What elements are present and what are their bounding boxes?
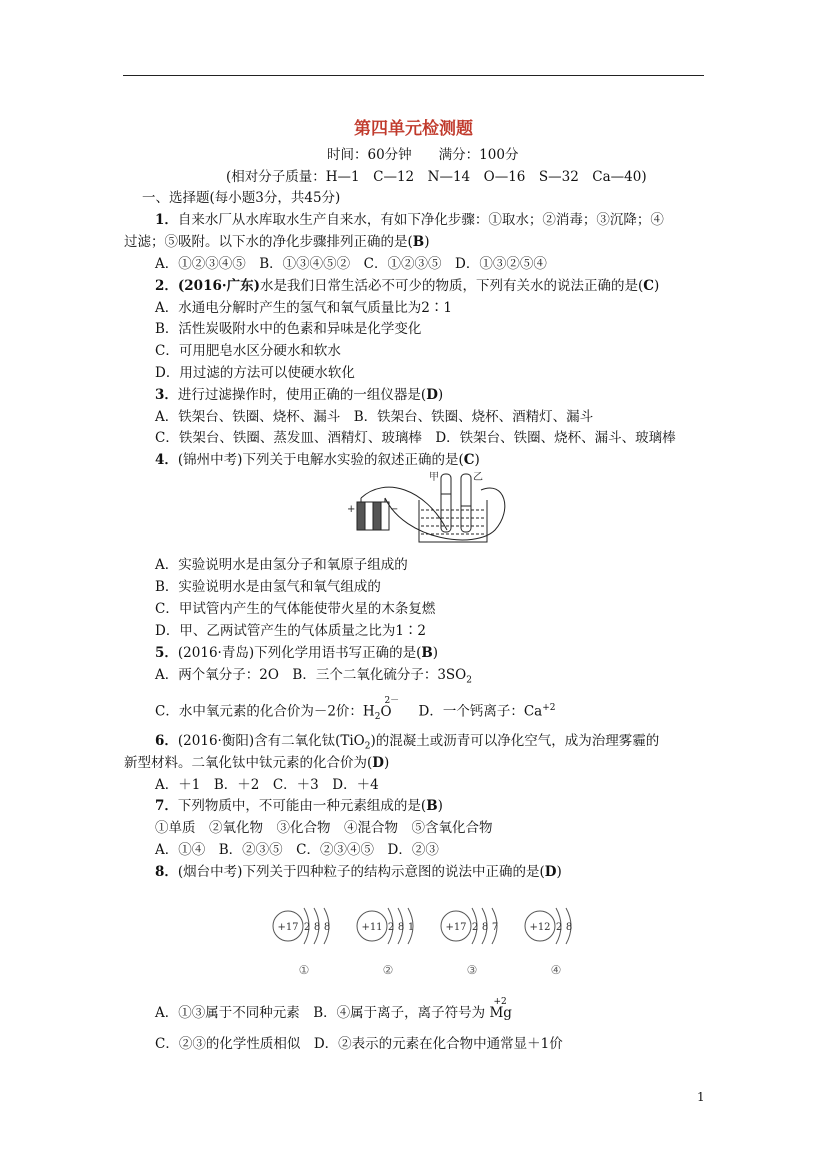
option-b: B．实验说明水是由氢气和氧气组成的 xyxy=(155,579,381,595)
answer: D xyxy=(372,755,384,771)
section-heading: 一、选择题(每小题3分，共45分) xyxy=(142,190,341,206)
electron-count: 8 xyxy=(481,922,489,933)
superscript: +2 xyxy=(542,703,556,713)
page-title: 第四单元检测题 xyxy=(354,119,473,139)
question-text: 过滤；⑤吸附。以下水的净化步骤排列正确的是( xyxy=(124,234,413,250)
electron-count: 8 xyxy=(323,922,331,933)
question-8-options-cd: C．②③的化学性质相似 D．②表示的元素在化合物中通常显＋1价 xyxy=(155,1036,563,1052)
question-text: (烟台中考)下列关于四种粒子的结构示意图的说法中正确的是( xyxy=(177,864,545,880)
question-text: 自来水厂从水库取水生产自来水，有如下净化步骤：①取水；②消毒；③沉降；④ xyxy=(177,212,664,228)
option-a-b: A．①③属于不同种元素 B．④属于离子，离子符号为 xyxy=(155,1005,490,1021)
question-number: 1． xyxy=(155,212,178,228)
option-c: C．甲试管内产生的气体能使带火星的木条复燃 xyxy=(155,601,436,617)
close-paren: ) xyxy=(654,278,660,294)
question-text: 水是我们日常生活必不可少的物质，下列有关水的说法正确的是( xyxy=(259,278,644,294)
close-paren: ) xyxy=(424,234,430,250)
exam-time-score: 时间：60分钟 满分：100分 xyxy=(327,147,519,163)
question-4-stem xyxy=(155,451,480,469)
close-paren: ) xyxy=(474,452,480,468)
subscript: 2 xyxy=(364,741,371,752)
question-6-line-1 xyxy=(155,732,659,756)
option-b: B．活性炭吸附水中的色素和异味是化学变化 xyxy=(155,321,422,337)
diagram-label: ② xyxy=(382,963,394,977)
question-7-stem xyxy=(155,797,443,815)
nucleus-charge: +17 xyxy=(445,922,467,933)
relative-masses: (相对分子质量：H—1 C—12 N—14 O—16 S—32 Ca—40) xyxy=(226,169,647,185)
header-rule xyxy=(123,75,704,76)
diagram-label: ④ xyxy=(550,963,562,977)
electron-count: 2 xyxy=(555,922,563,933)
question-text: 新型材料。二氧化钛中钛元素的化合价为( xyxy=(124,755,373,771)
electron-count: 7 xyxy=(491,922,499,933)
close-paren: ) xyxy=(437,798,443,814)
electrolysis-apparatus-figure xyxy=(345,470,515,554)
option-b: B．三个二氧化硫分子：3SO xyxy=(292,667,467,683)
question-text: (2016·青岛)下列化学用语书写正确的是( xyxy=(177,645,422,661)
question-6-options: A．＋1 B．＋2 C．＋3 D．＋4 xyxy=(155,777,379,793)
option-a: A．两个氧分子：2O xyxy=(155,667,279,683)
electron-count: 8 xyxy=(397,922,405,933)
page-number: 1 xyxy=(697,1090,705,1104)
element-symbol: O xyxy=(380,703,392,720)
diagram-label: ③ xyxy=(466,963,478,977)
option-d: D．一个钙离子：Ca xyxy=(418,703,543,720)
option-c: C．可用肥皂水区分硬水和软水 xyxy=(155,343,341,359)
charge-mark: +2 xyxy=(493,997,507,1007)
diagram-label: ① xyxy=(298,963,310,977)
options-ab xyxy=(155,666,472,690)
label-jia: 甲 xyxy=(429,472,439,483)
question-text: (锦州中考)下列关于电解水实验的叙述正确的是( xyxy=(177,452,464,468)
svg-text:−: − xyxy=(390,504,399,515)
close-paren: ) xyxy=(432,645,439,661)
battery-icon xyxy=(347,498,398,530)
options-cd: C．铁架台、铁圈、蒸发皿、酒精灯、玻璃棒 D．铁架台、铁圈、烧杯、漏斗、玻璃棒 xyxy=(155,430,676,446)
answer: C xyxy=(643,278,654,294)
answer: B xyxy=(426,798,438,814)
question-7-items: ①单质 ②氧化物 ③化合物 ④混合物 ⑤含氧化合物 xyxy=(155,820,493,836)
test-tube-yi xyxy=(461,474,471,532)
options-cd xyxy=(155,695,556,726)
atom-diagram-1 xyxy=(273,908,330,977)
electron-count: 8 xyxy=(565,922,573,933)
electron-count: 2 xyxy=(303,922,311,933)
question-number: 7． xyxy=(155,798,178,814)
close-paren: ) xyxy=(384,755,390,771)
answer: D xyxy=(426,387,438,403)
atom-diagram-3 xyxy=(441,908,498,977)
question-number: 6． xyxy=(155,733,178,749)
answer: C xyxy=(463,452,475,468)
options-ab: A．铁架台、铁圈、烧杯、漏斗 B．铁架台、铁圈、烧杯、酒精灯、漏斗 xyxy=(155,409,594,425)
answer: D xyxy=(544,864,557,880)
question-8-options-ab xyxy=(155,997,512,1022)
question-number: 3． xyxy=(155,387,178,403)
question-1-options: A．①②③④⑤ B．①③④⑤② C．①②③⑤ D．①③②⑤④ xyxy=(155,256,547,272)
svg-text:+: + xyxy=(347,504,356,515)
question-source: (2016·广东) xyxy=(177,278,260,294)
question-number: 5． xyxy=(155,645,178,661)
close-paren: ) xyxy=(437,387,444,403)
option-a: A．水通电分解时产生的氢气和氧气质量比为2∶1 xyxy=(155,300,452,316)
atom-diagram-4 xyxy=(525,908,572,977)
question-number: 4． xyxy=(155,452,178,468)
question-text: 下列物质中，不可能由一种元素组成的是( xyxy=(177,798,427,814)
option-d: D．用过滤的方法可以使硬水软化 xyxy=(155,365,355,381)
electron-count: 2 xyxy=(387,922,395,933)
atom-diagram-2 xyxy=(357,908,414,977)
question-number: 8． xyxy=(155,864,178,880)
question-text: )的混凝土或沥青可以净化空气，成为治理雾霾的 xyxy=(370,733,660,749)
question-7-options: A．①④ B．②③⑤ C．②③④⑤ D．②③ xyxy=(155,842,439,858)
question-2-stem xyxy=(155,277,659,295)
valence-symbol xyxy=(380,695,400,721)
question-6-line-2 xyxy=(124,754,389,772)
ion-symbol xyxy=(489,997,512,1022)
question-1-line-1 xyxy=(155,211,664,229)
answer: B xyxy=(421,645,433,661)
option-d: D．甲、乙两试管产生的气体质量之比为1∶2 xyxy=(155,623,427,639)
question-1-line-2 xyxy=(124,233,429,251)
subscript: 2 xyxy=(374,712,381,723)
atomic-structure-diagrams xyxy=(268,898,598,984)
electron-count: 2 xyxy=(471,922,479,933)
option-c: C．水中氧元素的化合价为－2价：H xyxy=(155,703,375,720)
valence-mark: 2－ xyxy=(384,695,400,706)
question-3-stem xyxy=(155,386,443,404)
close-paren: ) xyxy=(556,864,562,880)
electron-count: 8 xyxy=(313,922,321,933)
water-trough xyxy=(419,500,487,542)
test-tube-jia xyxy=(441,474,451,532)
question-5-stem xyxy=(155,644,438,662)
question-text: (2016·衡阳)含有二氧化钛(TiO xyxy=(177,733,365,749)
question-8-stem xyxy=(155,863,562,881)
nucleus-charge: +11 xyxy=(361,922,383,933)
element-symbol: Mg xyxy=(489,1005,512,1021)
nucleus-charge: +12 xyxy=(529,922,551,933)
option-a: A．实验说明水是由氢分子和氧原子组成的 xyxy=(155,557,408,573)
question-text: 进行过滤操作时，使用正确的一组仪器是( xyxy=(177,387,427,403)
subscript: 2 xyxy=(466,675,472,686)
electron-count: 1 xyxy=(407,922,415,933)
nucleus-charge: +17 xyxy=(277,922,299,933)
question-number: 2． xyxy=(155,278,178,294)
answer: B xyxy=(412,234,425,250)
label-yi: 乙 xyxy=(473,472,483,483)
